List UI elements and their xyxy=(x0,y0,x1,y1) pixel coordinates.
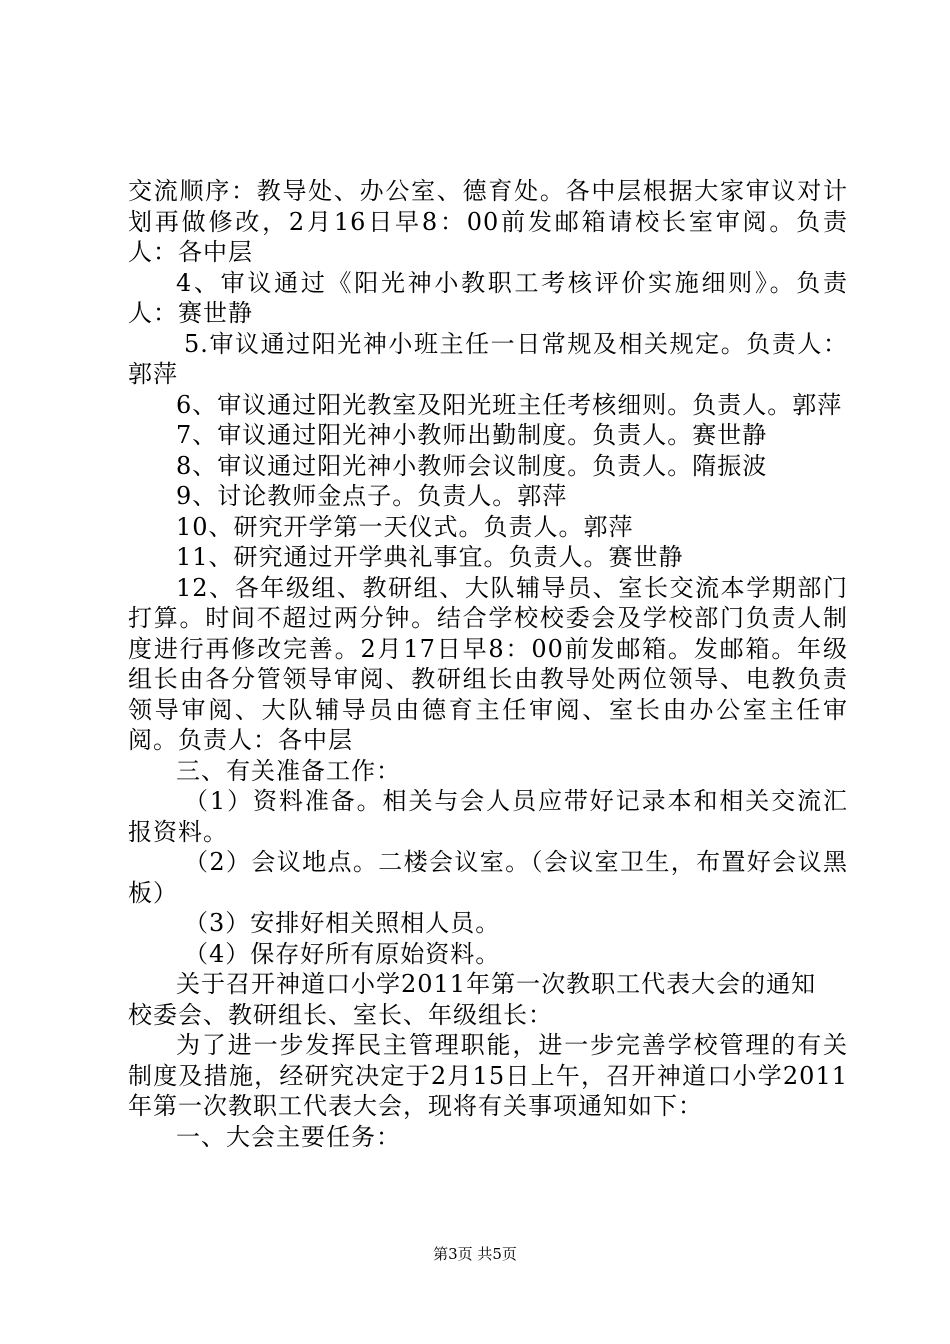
document-body xyxy=(128,176,848,1152)
paragraph-item-8: 8、审议通过阳光神小教师会议制度。负责人。隋振波 xyxy=(176,451,768,480)
paragraph-item-11: 11、研究通过开学典礼事宜。负责人。赛世静 xyxy=(176,543,684,571)
notice-body: 为了进一步发挥民主管理职能，进一步完善学校管理的有关制度及措施，经研究决定于2月15日上午，召开神道口小学2011年第一次教职工代表大会，现将有关事项通知如下： xyxy=(128,1031,848,1120)
paragraph-prep-4: （4）保存好所有原始资料。 xyxy=(184,939,501,968)
page-footer xyxy=(0,1244,950,1264)
section-heading-main-tasks: 一、大会主要任务： xyxy=(176,1122,401,1151)
paragraph-item-10: 10、研究开学第一天仪式。负责人。郭萍 xyxy=(176,512,634,541)
page-number: 第3页 共5页 xyxy=(433,1245,517,1263)
paragraph-item-4: 4、审议通过《阳光神小教职工考核评价实施细则》。负责人：赛世静 xyxy=(128,268,848,327)
paragraph-item-6: 6、审议通过阳光教室及阳光班主任考核细则。负责人。郭萍 xyxy=(176,390,843,419)
notice-title: 关于召开神道口小学2011年第一次教职工代表大会的通知 xyxy=(176,970,817,998)
paragraph-item-12: 12、各年级组、教研组、大队辅导员、室长交流本学期部门打算。时间不超过两分钟。结合学校校委会及学校部门负责人制度进行再修改完善。2月17日早8：00前发邮箱。发邮箱。年级组长由各分管领导审阅、教研组长由教导处两位领导、电教负责领导审阅、大队辅导员由德育主任审阅、室长由办公室主任审阅。负责人：各中层 xyxy=(128,573,848,754)
paragraph-item-7: 7、审议通过阳光神小教师出勤制度。负责人。赛世静 xyxy=(176,421,768,449)
paragraph-prep-1: （1）资料准备。相关与会人员应带好记录本和相关交流汇报资料。 xyxy=(128,787,848,846)
paragraph-prep-3: （3）安排好相关照相人员。 xyxy=(184,909,501,937)
paragraph-item-5: 5.审议通过阳光神小班主任一日常规及相关规定。负责人：郭萍 xyxy=(128,329,848,388)
paragraph-exchange-order: 交流顺序：教导处、办公室、德育处。各中层根据大家审议对计划再做修改，2月16日早8：00前发邮箱请校长室审阅。负责人：各中层 xyxy=(128,177,848,266)
paragraph-item-9: 9、讨论教师金点子。负责人。郭萍 xyxy=(176,482,568,510)
notice-recipients: 校委会、教研组长、室长、年级组长： xyxy=(128,1000,553,1029)
paragraph-prep-2: （2）会议地点。二楼会议室。（会议室卫生，布置好会议黑板） xyxy=(128,848,848,907)
section-heading-preparation: 三、有关准备工作： xyxy=(176,756,401,785)
